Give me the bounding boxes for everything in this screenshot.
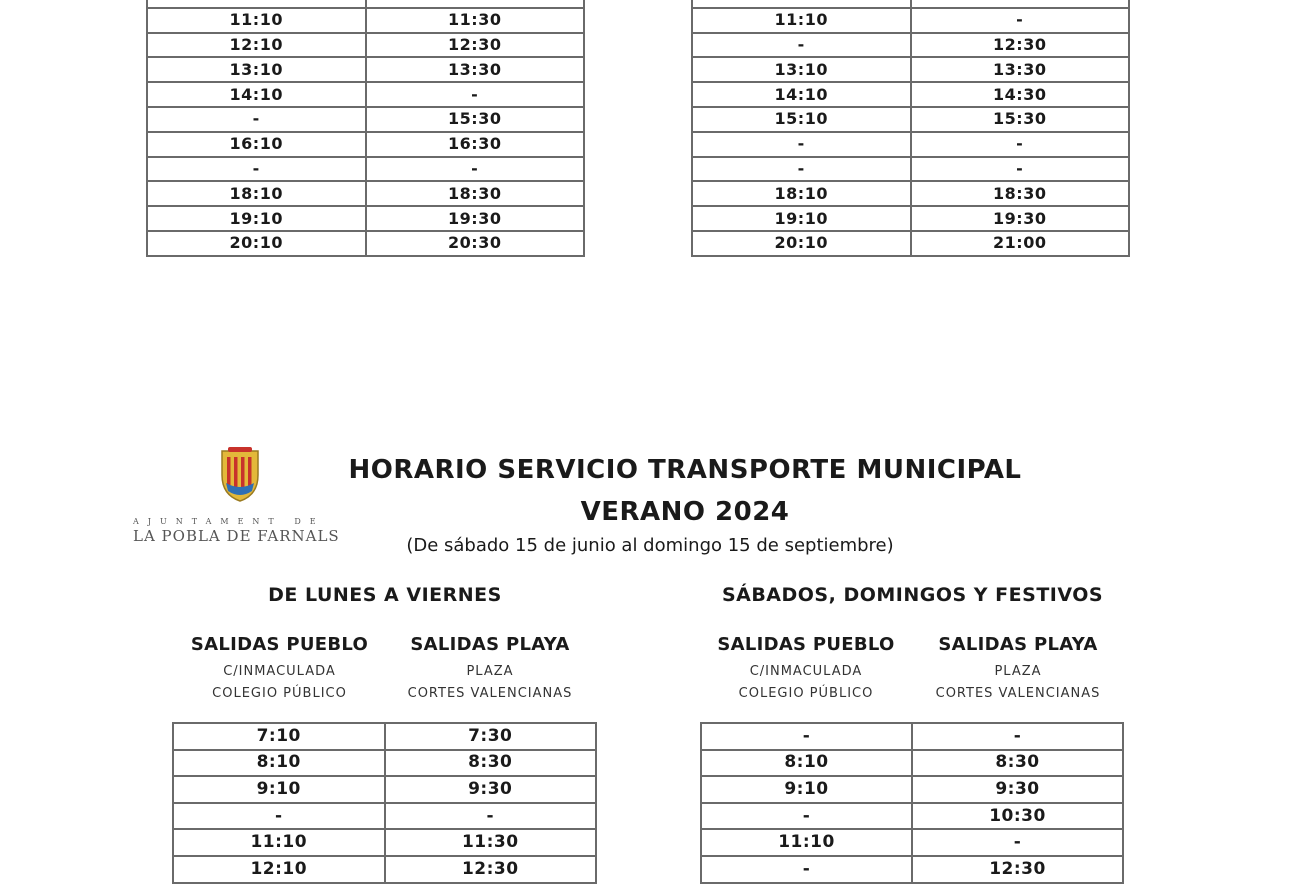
departure-time-playa: 8:30 (385, 750, 597, 777)
departure-time-pueblo: 8:10 (701, 750, 912, 777)
departure-time-playa: 14:30 (911, 82, 1130, 107)
table-row (147, 8, 584, 33)
schedule-table-top-right (691, 0, 1130, 257)
table-row (147, 33, 584, 58)
table-row (692, 57, 1129, 82)
departure-time-playa: - (911, 157, 1130, 182)
table-row (173, 750, 596, 777)
schedule-table-weekends (700, 722, 1124, 884)
departure-time-playa: 19:30 (911, 206, 1130, 231)
table-row (147, 181, 584, 206)
departure-time-playa: 21:00 (911, 231, 1130, 256)
departure-time-playa: 18:30 (366, 181, 585, 206)
col-stop-line1: PLAZA (994, 664, 1042, 679)
departure-time-pueblo: - (692, 33, 911, 58)
table-row (701, 776, 1123, 803)
departure-time-playa (366, 0, 585, 8)
table-row (701, 750, 1123, 777)
table-row (692, 0, 1129, 8)
departure-time-pueblo: 18:10 (147, 181, 366, 206)
departure-time-playa: - (385, 803, 597, 830)
table-row (147, 0, 584, 8)
departure-time-pueblo (147, 0, 366, 8)
departure-time-playa: - (366, 82, 585, 107)
departure-time-playa: 12:30 (385, 856, 597, 883)
table-row (692, 157, 1129, 182)
departure-time-playa: 12:30 (911, 33, 1130, 58)
table-row (147, 157, 584, 182)
departure-time-pueblo: 18:10 (692, 181, 911, 206)
departure-time-playa: 7:30 (385, 723, 597, 750)
departure-time-pueblo: 11:10 (147, 8, 366, 33)
table-row (692, 181, 1129, 206)
table-row (692, 33, 1129, 58)
table-row (692, 231, 1129, 256)
col-stop-line2: COLEGIO PÚBLICO (738, 686, 874, 701)
departure-time-pueblo: 20:10 (147, 231, 366, 256)
table-row (173, 723, 596, 750)
col-stop-line2: COLEGIO PÚBLICO (212, 686, 347, 701)
table-row (147, 231, 584, 256)
departure-time-pueblo: 12:10 (173, 856, 385, 883)
table-row (173, 856, 596, 883)
col-head-pueblo-weekdays (172, 634, 387, 705)
page-title-year: VERANO 2024 (580, 497, 790, 527)
departure-time-playa: - (366, 157, 585, 182)
departure-time-pueblo: - (692, 157, 911, 182)
schedule-table-weekdays (172, 722, 597, 884)
departure-time-playa: 15:30 (366, 107, 585, 132)
section-weekends: SÁBADOS, DOMINGOS Y FESTIVOS (721, 584, 1104, 606)
departure-time-pueblo: 19:10 (147, 206, 366, 231)
departure-time-pueblo: - (147, 107, 366, 132)
table-row (701, 829, 1123, 856)
table-row (692, 8, 1129, 33)
departure-time-playa: 10:30 (912, 803, 1123, 830)
departure-time-playa: 9:30 (912, 776, 1123, 803)
table-row (147, 82, 584, 107)
table-row (692, 132, 1129, 157)
table-row (692, 206, 1129, 231)
col-head-playa-weekends (912, 634, 1124, 705)
departure-time-pueblo: - (701, 856, 912, 883)
col-stop-line2: CORTES VALENCIANAS (935, 686, 1101, 701)
departure-time-playa: - (911, 8, 1130, 33)
departure-time-pueblo: - (701, 803, 912, 830)
table-row (701, 723, 1123, 750)
departure-time-playa: 8:30 (912, 750, 1123, 777)
departure-time-pueblo (692, 0, 911, 8)
col-head-pueblo-weekends (700, 634, 912, 705)
departure-time-pueblo: 14:10 (147, 82, 366, 107)
col-stop-line1: C/INMACULADA (749, 664, 863, 679)
departure-time-playa: - (911, 132, 1130, 157)
table-row (173, 829, 596, 856)
col-title: SALIDAS PLAYA (938, 634, 1098, 655)
departure-time-pueblo: - (147, 157, 366, 182)
table-row (692, 82, 1129, 107)
table-row (147, 57, 584, 82)
departure-time-pueblo: - (701, 723, 912, 750)
departure-time-playa: 11:30 (385, 829, 597, 856)
departure-time-playa: - (912, 829, 1123, 856)
departure-time-pueblo: 11:10 (701, 829, 912, 856)
table-row (173, 803, 596, 830)
departure-time-pueblo: 9:10 (173, 776, 385, 803)
col-title: SALIDAS PUEBLO (190, 634, 369, 655)
departure-time-playa: 12:30 (366, 33, 585, 58)
departure-time-playa: 16:30 (366, 132, 585, 157)
departure-time-pueblo: 8:10 (173, 750, 385, 777)
departure-time-playa: 13:30 (911, 57, 1130, 82)
departure-time-pueblo: 9:10 (701, 776, 912, 803)
col-head-playa-weekdays (385, 634, 595, 705)
departure-time-playa: 19:30 (366, 206, 585, 231)
table-row (701, 803, 1123, 830)
section-weekdays: DE LUNES A VIERNES (268, 584, 502, 606)
logo-small-text: AJUNTAMENT DE (133, 517, 325, 526)
departure-time-pueblo: 7:10 (173, 723, 385, 750)
departure-time-pueblo: 13:10 (147, 57, 366, 82)
table-row (701, 856, 1123, 883)
departure-time-pueblo: 15:10 (692, 107, 911, 132)
departure-time-pueblo: 14:10 (692, 82, 911, 107)
table-row (147, 206, 584, 231)
col-stop-line1: C/INMACULADA (223, 664, 336, 679)
logo-town-name: LA POBLA DE FARNALS (133, 527, 340, 545)
departure-time-playa: - (912, 723, 1123, 750)
col-title: SALIDAS PUEBLO (717, 634, 895, 655)
col-stop-line2: CORTES VALENCIANAS (407, 686, 573, 701)
col-stop-line1: PLAZA (466, 664, 514, 679)
table-row (173, 776, 596, 803)
departure-time-playa: 15:30 (911, 107, 1130, 132)
departure-time-pueblo: 11:10 (173, 829, 385, 856)
table-row (147, 107, 584, 132)
table-row (692, 107, 1129, 132)
departure-time-playa: 11:30 (366, 8, 585, 33)
departure-time-pueblo: 12:10 (147, 33, 366, 58)
departure-time-playa: 13:30 (366, 57, 585, 82)
town-coat-of-arms-logo (200, 445, 280, 505)
date-range-subtitle: (De sábado 15 de junio al domingo 15 de septiembre) (406, 535, 894, 556)
departure-time-pueblo: 16:10 (147, 132, 366, 157)
departure-time-playa: 18:30 (911, 181, 1130, 206)
departure-time-pueblo: 11:10 (692, 8, 911, 33)
page-title: HORARIO SERVICIO TRANSPORTE MUNICIPAL (348, 455, 1022, 485)
schedule-table-top-left (146, 0, 585, 257)
departure-time-playa: 12:30 (912, 856, 1123, 883)
departure-time-playa (911, 0, 1130, 8)
col-title: SALIDAS PLAYA (410, 634, 570, 655)
departure-time-pueblo: 19:10 (692, 206, 911, 231)
departure-time-pueblo: 20:10 (692, 231, 911, 256)
departure-time-pueblo: - (692, 132, 911, 157)
table-row (147, 132, 584, 157)
departure-time-playa: 9:30 (385, 776, 597, 803)
departure-time-pueblo: 13:10 (692, 57, 911, 82)
departure-time-pueblo: - (173, 803, 385, 830)
departure-time-playa: 20:30 (366, 231, 585, 256)
